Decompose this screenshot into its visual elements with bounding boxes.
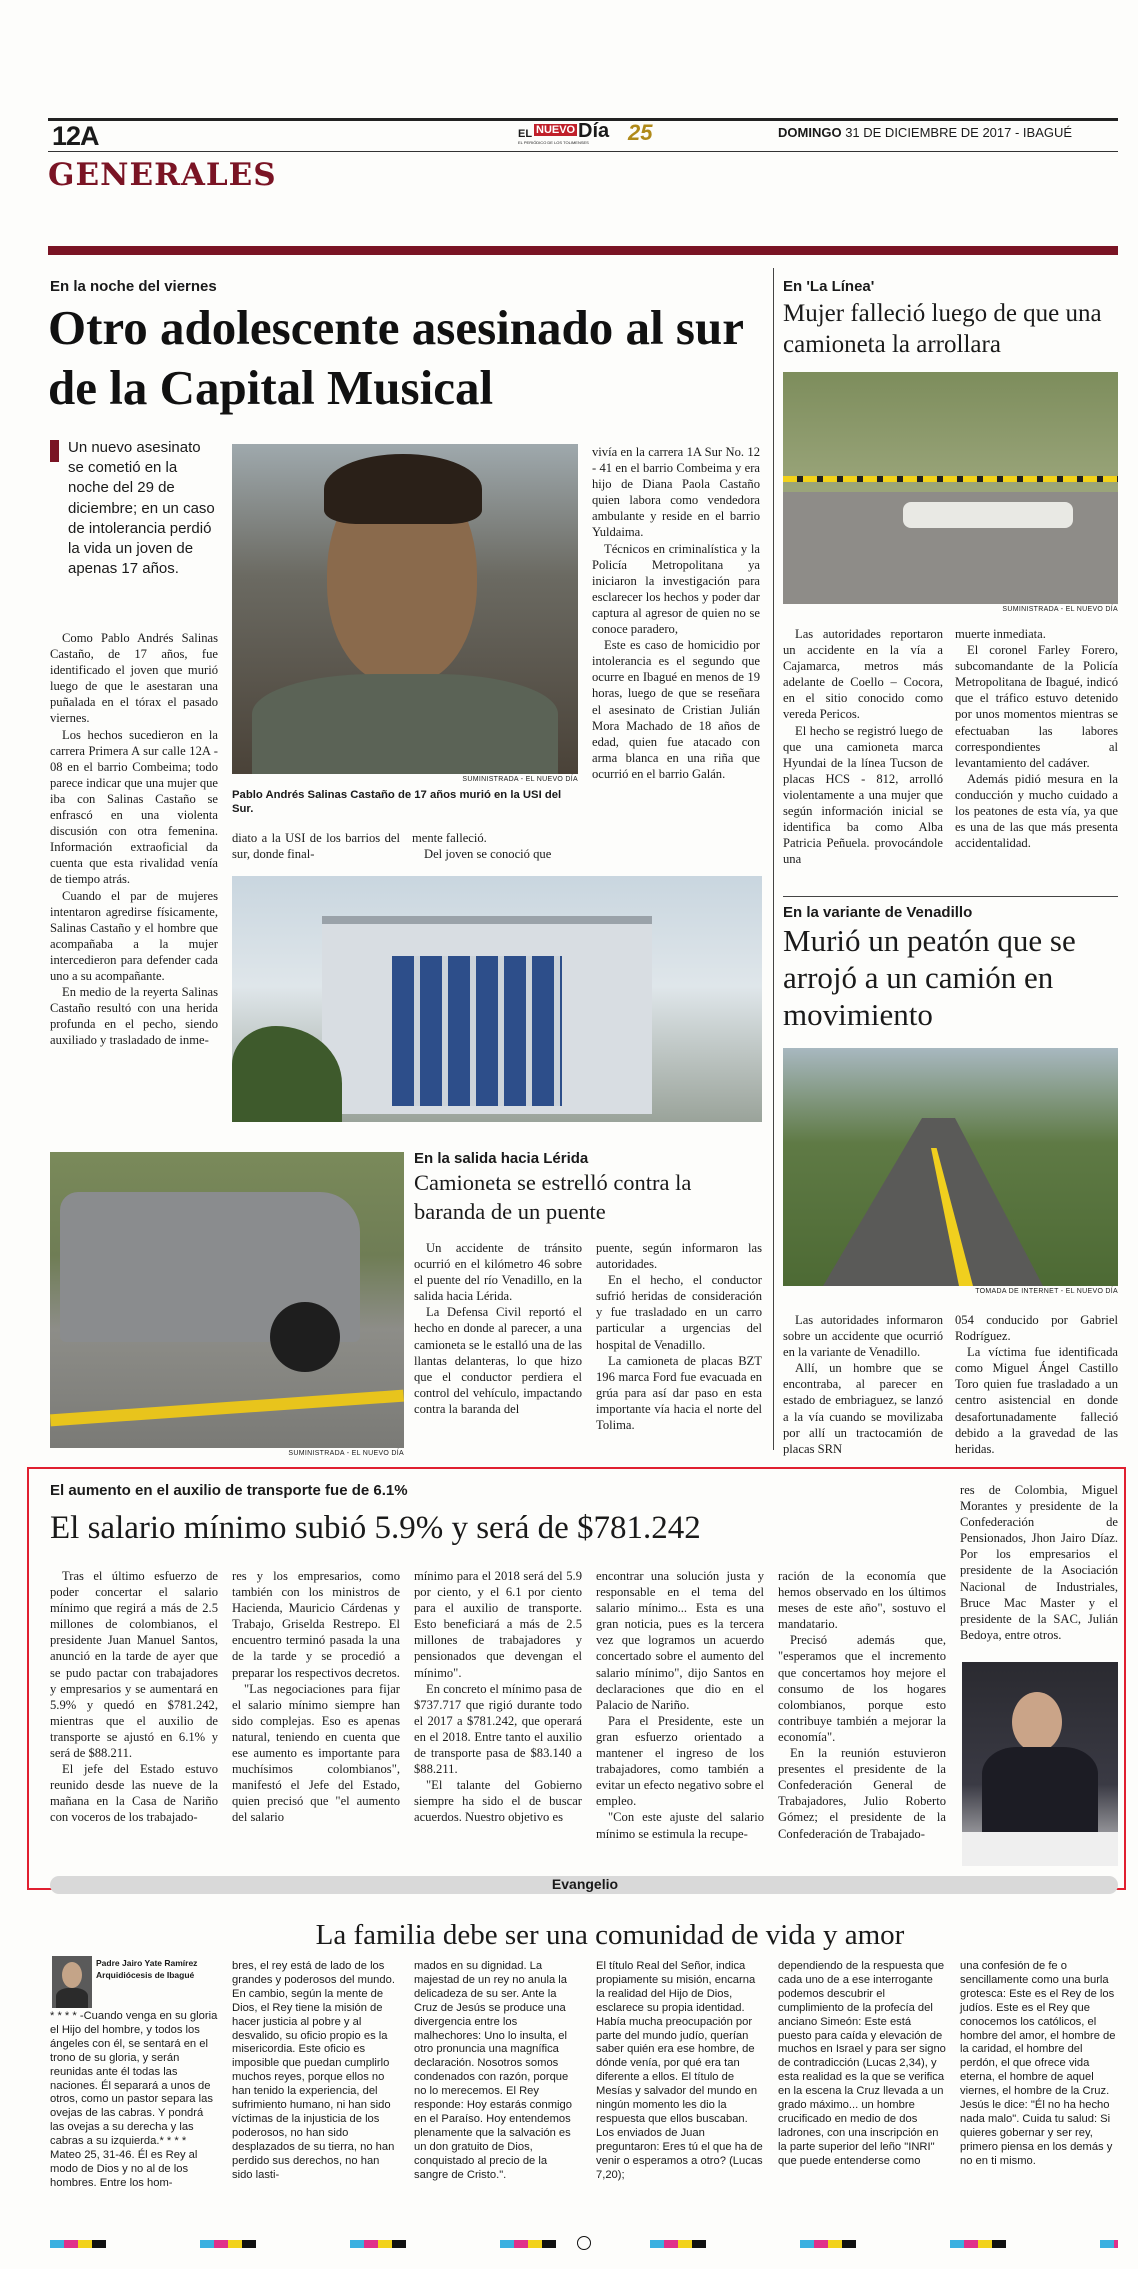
story-divider <box>783 896 1118 897</box>
date-line <box>778 125 1072 140</box>
evangelio-col5: dependiendo de la respuesta que cada uno de a ese interrogante podemos descubrir el cumplimiento de la profecía del anciano Simeón: Este está puesto para caída y elevación de muchos en Israel y para ser signo de contradicción (Lucas 2,34), y esta realidad es la que se verifica en la escena la Cruz llevada a un grado máximo... un hombre crucificado en medio de dos ladrones, con una inscripción en la parte superior del leño "INRI" que puede entenderse como <box>778 1960 946 2167</box>
lerida-col1 <box>414 1240 582 1417</box>
linea-col2 <box>955 626 1118 851</box>
page-number: 12A <box>52 121 99 151</box>
main-lead: Un nuevo asesinato se cometió en la noche del 29 de diciembre; en un caso de intolerancia perdió la vida un joven de apenas 17 años. <box>68 439 215 578</box>
salario-paragraph: mínimo para el 2018 será del 5.9 por ciento, y el 6.1 por ciento para el auxilio de transporte. Esto beneficiará a más de 2.5 millones de trabajadores y pensionados que devengan el mínimo". <box>414 1569 582 1680</box>
main-col3-cont <box>412 830 580 862</box>
salario-paragraph: En la reunión estuvieron presentes el presidente de la Confederación General de Trabajadores, Julio Roberto Gómez; el presidente de la Confederación de Trabajado- <box>778 1746 946 1841</box>
linea-paragraph: Además pidió mesura en la conducción y mucho cuidado a los peatones de esta vía, ya que es una de las que más presenta accidentalidad. <box>955 771 1118 851</box>
victim-portrait-photo <box>232 444 578 774</box>
venadillo-col1 <box>783 1312 943 1457</box>
logo-nuevo: NUEVO <box>536 124 576 136</box>
linea-kicker: En 'La Línea' <box>783 278 875 295</box>
evangelio-col4: El título Real del Señor, indica propiamente su misión, encarna la realidad del Hijo de Dios, esclarece su propia identidad. Había mucha preocupación por parte del mundo judío, querían saber quién era ese hombre, de dónde venía, por qué era tan diferente a ellos. El título de Mesías y salvador del mundo en ningún momento les dio la respuesta que ellos buscaban. Los enviados de Juan preguntaron: Eres tú el que ha de venir o esperamos a otro? (Lucas 7,20); <box>596 1960 763 2181</box>
author-role: Arquidiócesis de Ibagué <box>96 1970 195 1980</box>
hospital-building-photo <box>232 876 762 1122</box>
main-paragraph: Los hechos sucedieron en la carrera Primera A sur calle 12A - 08 en el barrio Combeima; todo parece indicar que una mujer que iba con Salinas Castaño se enfrascó en una violenta discusión con otra femenina. Información extraoficial da cuenta que esta rivalidad venía de tiempo atrás. <box>50 727 218 887</box>
lerida-kicker: En la salida hacia Lérida <box>414 1150 589 1167</box>
lerida-paragraph: Un accidente de tránsito ocurrió en el kilómetro 46 sobre el puente del río Venadillo, en la salida hacia Lérida. <box>414 1241 582 1304</box>
linea-paragraph: Las autoridades reportaron un accidente en la vía a Cajamarca, metros más adelante de Coello – Cocora, en el sitio conocido como vereda Pericos. <box>783 627 943 722</box>
salario-col2 <box>232 1568 400 1826</box>
lerida-paragraph: En el hecho, el conductor sufrió heridas de consideración y fue trasladado en un carro particular a urgencias del hospital de Venadillo. <box>596 1273 762 1352</box>
linea-col1 <box>783 626 943 867</box>
column-divider <box>773 268 774 1450</box>
main-paragraph: En medio de la reyerta Salinas Castaño resultó con una herida profunda en el pecho, siendo auxiliado y trasladado de inme- <box>50 985 218 1048</box>
date-day: DOMINGO <box>778 125 842 140</box>
logo-anniversary-badge: 25 <box>628 120 653 145</box>
signing-paper-shape <box>962 1832 1118 1866</box>
venadillo-kicker: En la variante de Venadillo <box>783 904 973 921</box>
salario-paragraph: Tras el último esfuerzo de poder concertar el salario mínimo que regirá a más de 2.5 millones de colombianos, el presidente Juan Manuel Santos, anunció en la tarde de ayer que se pudo pactar con trabajadores y empresarios y se aumentará en 5.9% y quedó en $781.242, mientras que el auxilio de transporte se ajustó en 6.1% y será de $88.211. <box>50 1569 218 1761</box>
salario-kicker: El aumento en el auxilio de transporte fue de 6.1% <box>50 1482 408 1499</box>
section-title: GENERALES <box>48 157 277 193</box>
road-yellow-line-shape <box>50 1390 404 1427</box>
evangelio-col1: * * * * -Cuando venga en su gloria el Hijo del hombre, y todos los ángeles con él, se sentará en el trono de su gloria, y serán reunidas ante él todas las naciones. Él separará a unos de otros, como un pastor separa las ovejas de las cabras. Y pondrá las ovejas a su derecha y las cabras a su izquierda.* * * * Mateo 25, 31-46. Él es Rey al modo de Dios y no al de los hombres. Entre los hom- <box>50 2010 218 2189</box>
president-head-shape <box>1012 1692 1062 1752</box>
salario-paragraph: "Las negociaciones para fijar el salario mínimo siempre han sido complejas. Eso es apenas natural, teniendo en cuenta que ese aumento es importante para muchísimos colombianos", manifestó el Jefe del Estado, quien precisó que "el aumento del salario <box>232 1681 400 1825</box>
author-face-shape <box>62 1962 82 1988</box>
truck-wheel-shape <box>270 1302 340 1372</box>
portrait-shirt-shape <box>252 674 558 774</box>
linea-paragraph: El coronel Farley Forero, subcomandante de la Policía Metropolitana de Ibagué, indicó que el tráfico estuvo detenido por unos momentos mientras se efectuaban las labores correspondientes al levantamiento del cadáver. <box>955 643 1118 770</box>
building-blue-panels-shape <box>392 956 562 1106</box>
salario-paragraph: Para el Presidente, este un gran esfuerzo orientado a mantener el ingreso de los trabajadores, como también a evitar un efecto negativo sobre el empleo. <box>596 1713 764 1809</box>
president-signing-photo <box>962 1662 1118 1866</box>
main-paragraph: Como Pablo Andrés Salinas Castaño, de 17 años, fue identificado el joven que murió luego de que le asestaran una puñalada en el tórax el pasado viernes. <box>50 631 218 726</box>
highway-photo <box>783 1048 1118 1286</box>
salario-col3 <box>414 1568 582 1826</box>
venadillo-headline: Murió un peatón que se arrojó a un camión en movimiento <box>783 923 1076 1032</box>
portrait-hair-shape <box>324 454 482 524</box>
lerida-paragraph: puente, según informaron las autoridades. <box>596 1241 762 1272</box>
salario-paragraph: El jefe del Estado estuvo reunido desde las nueve de la mañana en la Casa de Nariño con voceros de los trabajado- <box>50 1762 218 1825</box>
logo-dia: Día <box>578 120 610 142</box>
venadillo-paragraph: Allí, un hombre que se encontraba, al parecer en estado de embriaguez, se lanzó a la vía cuando se movilizaba por allí un tractocamión de placas SRN <box>783 1361 943 1456</box>
main-headline: Otro adolescente asesinado al sur de la Capital Musical <box>48 300 744 415</box>
salario-col1 <box>50 1568 218 1826</box>
venadillo-col2 <box>955 1312 1118 1457</box>
linea-paragraph: muerte inmediata. <box>955 627 1046 641</box>
salario-top-right: res de Colombia, Miguel Morantes y presidente de la Confederación de Pensionados, Jhon Jairo Díaz. Por los empresarios el presidente de la Asociación Nacional de Industriales, Bruce Mac Master y el presidente de la SAC, Julián Bedoya, entre otros. <box>960 1483 1118 1642</box>
police-tape-shape <box>783 476 1118 482</box>
main-paragraph: Cuando el par de mujeres intentaron agredirse físicamente, Salinas Castaño y el hombre que acompañaba a la mujer intercedieron para defender cada uno a su acompañante. <box>50 888 218 983</box>
evangelio-band-label: Evangelio <box>551 1876 619 1892</box>
main-paragraph: Este es caso de homicidio por intolerancia es el segundo que ocurre en Ibagué en menos de 19 horas, luego de que se reseñara el asesinato de Cristian Julián Mora Machado de 18 años de edad, quien fue atacado con arma blanca en una riña que ocurrió en el barrio Galán. <box>592 638 760 781</box>
accident-scene-photo <box>783 372 1118 604</box>
linea-headline: Mujer falleció luego de que una camioneta la arrollara <box>783 300 1102 358</box>
evangelio-col2: bres, el rey está de lado de los grandes y poderosos del mundo. En cambio, según la mente de Dios, el Rey tiene la misión de hacer justicia al pobre y al desvalido, su oficio propio es la misericordia. Este oficio es imposible que puedan cumplirlo muchos reyes, porque ellos no han tenido la experiencia, del sufrimiento humano, ni han sido víctimas de la injusticia de los poderosos, no han sido desplazados de su tierra, no han perdido sus derechos, no han sido lasti- <box>232 1960 395 2181</box>
evangelio-col3: mados en su dignidad. La majestad de un rey no anula la delicadeza de su ser. Ante la Cruz de Jesús se produce una divergencia entre los malhechores: Uno lo insulta, el otro pronuncia una magnífica declaración. Nosotros somos condenados con razón, porque no lo merecemos. El Rey responde: Hoy estarás conmigo en el Paraíso. Hoy entendemos plenamente que la salvación es un don gratuito de Dios, conquistado al precio de la sangre de Cristo.". <box>414 1960 572 2181</box>
venadillo-paragraph: Las autoridades informaron sobre un accidente que ocurrió en la variante de Venadillo. <box>783 1313 943 1360</box>
main-col4 <box>592 444 760 782</box>
salario-col4 <box>596 1568 764 1842</box>
salario-paragraph: res y los empresarios, como también con los ministros de Hacienda, Mauricio Cárdenas y Trabajo, Griselda Restrepo. El encuentro terminó pasada la una de la tarde y se procedió a preparar los respectivos decretos. <box>232 1569 400 1680</box>
main-paragraph: Técnicos en criminalística y la Policía Metropolitana ya iniciaron la investigación para esclarecer los hechos y poder dar captura al agresor de quien no se conoce paradero, <box>592 541 760 637</box>
salario-headline: El salario mínimo subió 5.9% y será de $781.242 <box>50 1510 701 1546</box>
main-paragraph: mente falleció. <box>412 831 487 845</box>
venadillo-paragraph: 054 conducido por Gabriel Rodríguez. <box>955 1313 1118 1344</box>
salario-col5 <box>778 1568 946 1842</box>
main-kicker: En la noche del viernes <box>50 278 217 295</box>
salario-paragraph: encontrar una solución justa y responsable en el tema del salario mínimo... Esta es una gran noticia, pues es la tercera vez que logramos un acuerdo concertado sobre el aumento del salario mínimo", dijo Santos en declaraciones que dio en el Palacio de Nariño. <box>596 1569 764 1712</box>
highway-asphalt-shape <box>823 1118 1043 1286</box>
portrait-caption: Pablo Andrés Salinas Castaño de 17 años murió en la USI del Sur. <box>232 789 562 815</box>
salario-paragraph: "Con este ajuste del salario mínimo se estimula la recupe- <box>596 1810 764 1841</box>
date-rest: 31 DE DICIEMBRE DE 2017 - IBAGUÉ <box>845 125 1073 140</box>
author-shirt-shape <box>56 1988 88 2008</box>
section-rule <box>48 246 1118 255</box>
salario-paragraph: Precisó además que, "esperamos que el incremento que concertamos hoy mejore el consumo de los hogares colombianos, porque esto contribuye también a mejorar la economía". <box>778 1633 946 1744</box>
lerida-paragraph: La Defensa Civil reportó el hecho en donde al parecer, a una camioneta se le estalló una de las llantas delanteras, lo que hizo que el conductor perdiera el control del vehículo, impactando contra la baranda del <box>414 1305 582 1416</box>
logo-tagline: EL PERIÓDICO DE LOS TOLIMENSES <box>518 140 589 145</box>
main-paragraph: vivía en la carrera 1A Sur No. 12 - 41 en el barrio Combeima y era hijo de Diana Paola Castaño quien labora como vendedora ambulante y reside en el barrio Yuldaima. <box>592 445 760 540</box>
author-portrait-photo <box>52 1956 92 2008</box>
president-suit-shape <box>982 1747 1098 1837</box>
main-col1 <box>50 630 218 1048</box>
portrait-credit: SUMINISTRADA - EL NUEVO DÍA <box>462 776 578 783</box>
venadillo-paragraph: La víctima fue identificada como Miguel Ángel Castillo Toro quien fue trasladado a un centro asistencial en donde desafortunadamente falleció debido a la gravedad de las heridas. <box>955 1345 1118 1456</box>
main-paragraph: Del joven se conoció que <box>424 847 552 862</box>
header-bottom-rule <box>48 151 1118 152</box>
salario-paragraph: En concreto el mínimo pasa de $737.717 que rigió durante todo el 2017 a $781.242, que operará en el 2018. Entre tanto el auxilio de transporte pasa de $83.140 a $88.211. <box>414 1681 582 1777</box>
salario-paragraph: ración de la economía que hemos observado en los últimos meses de este año", sostuvo el mandatario. <box>778 1569 946 1632</box>
lerida-col2 <box>596 1240 762 1433</box>
venadillo-photo-credit: TOMADA DE INTERNET - EL NUEVO DÍA <box>975 1288 1118 1295</box>
evangelio-headline: La familia debe ser una comunidad de vida y amor <box>315 1919 905 1951</box>
main-col2-cont: diato a la USI de los barrios del sur, donde final- <box>232 831 400 862</box>
salario-paragraph: "El talante del Gobierno siempre ha sido el de buscar acuerdos. Nuestro objetivo es <box>414 1778 582 1825</box>
crashed-truck-photo <box>50 1152 404 1448</box>
covered-body-shape <box>903 502 1073 528</box>
linea-paragraph: El hecho se registró luego de que una camioneta marca Hyundai de la línea Tucson de placas HCS - 812, arrolló violentamente a una mujer que según información inicial se identifica ba como Alba Patricia Peñuela. provocándole una <box>783 723 943 867</box>
page-header <box>48 118 1118 151</box>
lead-marker <box>50 440 59 462</box>
author-name: Padre Jairo Yate Ramírez <box>96 1958 198 1968</box>
evangelio-col6: una confesión de fe o sencillamente como una burla grotesca: Este es el Rey de los judíos. Este es el Rey que conocemos los católicos, el hombre del amor, el hombre de la caridad, el hombre del perdón, el que ofrece vida eterna, el hombre de aquel viernes, el hombre de la Cruz. Jesús le dice: "Él no ha hecho nada malo". Cuida tu salud: Si quieres gobernar y ser rey, primero piensa en los demás y no en ti mismo. <box>960 1960 1116 2167</box>
linea-photo-credit: SUMINISTRADA - EL NUEVO DÍA <box>1002 606 1118 613</box>
newspaper-logo <box>518 122 688 148</box>
logo-el: EL <box>518 128 533 140</box>
lerida-headline: Camioneta se estrelló contra la baranda de un puente <box>414 1170 692 1224</box>
lerida-paragraph: La camioneta de placas BZT 196 marca Ford fue evacuada en grúa para así dar paso en esta importante vía hacia el norte del Tolima. <box>596 1353 762 1433</box>
registration-mark-icon <box>577 2236 591 2250</box>
lerida-photo-credit: SUMINISTRADA - EL NUEVO DÍA <box>288 1450 404 1457</box>
